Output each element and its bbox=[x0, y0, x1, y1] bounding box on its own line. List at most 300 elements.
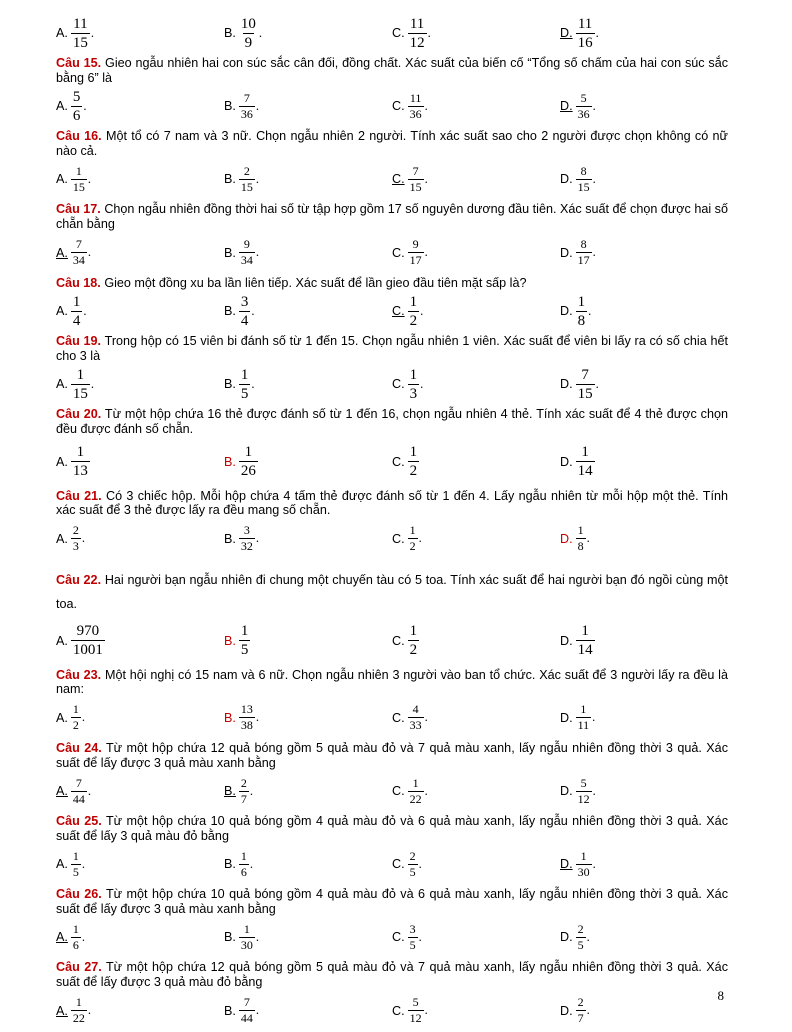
answer-letter: B. bbox=[224, 172, 236, 187]
answer-suffix: . bbox=[255, 531, 260, 546]
fraction-denominator: 2 bbox=[409, 463, 418, 480]
answer-suffix: . bbox=[586, 929, 590, 944]
fraction bbox=[576, 444, 595, 479]
answer-option-a bbox=[56, 623, 224, 658]
fraction-denominator: 4 bbox=[72, 312, 81, 329]
answer-suffix: . bbox=[255, 929, 260, 944]
fraction bbox=[576, 703, 592, 732]
answer-letter: A. bbox=[56, 857, 68, 872]
answer-option-a bbox=[56, 238, 224, 267]
answer-suffix: . bbox=[592, 245, 596, 260]
answer-suffix: . bbox=[249, 783, 254, 798]
answer-letter: C. bbox=[392, 710, 405, 725]
fraction-numerator: 1 bbox=[244, 444, 253, 461]
fraction-numerator: 3 bbox=[409, 921, 416, 936]
answer-suffix: . bbox=[255, 98, 260, 113]
fraction bbox=[576, 777, 592, 806]
question-body: Một hội nghị có 15 nam và 6 nữ. Chọn ngẫu nhiên 3 người vào ban tổ chức. Xác suất để 3 người lấy ra đều là nam: bbox=[56, 667, 728, 697]
fraction-denominator: 12 bbox=[577, 791, 590, 806]
answer-letter: B. bbox=[224, 930, 236, 945]
fraction-denominator: 5 bbox=[240, 642, 249, 659]
answer-suffix: . bbox=[592, 171, 596, 186]
answer-letter: C. bbox=[392, 99, 405, 114]
question-label: Câu 26. bbox=[56, 887, 102, 902]
answer-letter: A. bbox=[56, 245, 68, 260]
answer-letter: A. bbox=[56, 784, 68, 799]
fraction bbox=[408, 996, 424, 1025]
fraction-numerator: 1 bbox=[76, 366, 85, 383]
answer-suffix: . bbox=[418, 531, 422, 546]
fraction bbox=[576, 92, 592, 121]
answer-row bbox=[56, 518, 728, 560]
fraction-denominator: 8 bbox=[577, 539, 584, 554]
answer-letter: D. bbox=[560, 857, 573, 872]
document-page bbox=[56, 12, 728, 1032]
fraction bbox=[239, 703, 255, 732]
question-label: Câu 19. bbox=[56, 334, 102, 349]
fraction-numerator: 1 bbox=[409, 293, 418, 310]
answer-row bbox=[56, 232, 728, 274]
fraction bbox=[239, 923, 255, 952]
answer-suffix: . bbox=[87, 783, 92, 798]
answer-suffix: . bbox=[420, 376, 424, 391]
fraction bbox=[71, 996, 87, 1025]
answer-option-c bbox=[392, 367, 560, 402]
fraction bbox=[239, 367, 251, 402]
answer-suffix: . bbox=[81, 929, 86, 944]
answer-row bbox=[56, 158, 728, 200]
answer-option-c bbox=[392, 524, 560, 553]
fraction-numerator: 1 bbox=[412, 775, 419, 790]
fraction bbox=[408, 367, 420, 402]
question-text bbox=[56, 407, 728, 436]
answer-letter: C. bbox=[392, 857, 405, 872]
answer-row bbox=[56, 770, 728, 812]
fraction-numerator: 5 bbox=[580, 775, 587, 790]
answer-suffix: . bbox=[592, 856, 596, 871]
fraction-denominator: 5 bbox=[72, 864, 79, 879]
question-label: Câu 20. bbox=[56, 407, 102, 422]
fraction-numerator: 3 bbox=[243, 523, 250, 538]
fraction-numerator: 5 bbox=[72, 88, 81, 105]
answer-option-a bbox=[56, 996, 224, 1025]
fraction-denominator: 33 bbox=[409, 718, 422, 733]
answer-option-d bbox=[560, 703, 728, 732]
question-text bbox=[56, 814, 728, 843]
question-22 bbox=[56, 562, 728, 666]
fraction-numerator: 7 bbox=[243, 90, 250, 105]
question-text bbox=[56, 668, 728, 697]
answer-option-c bbox=[392, 923, 560, 952]
question-body: Một tổ có 7 nam và 3 nữ. Chọn ngẫu nhiên 2 người. Tính xác suất sao cho 2 người được chọn không có nữ nào cả. bbox=[56, 129, 728, 158]
answer-option-b bbox=[224, 444, 392, 479]
fraction bbox=[239, 294, 251, 329]
answer-letter: D. bbox=[560, 172, 573, 187]
answer-letter: A. bbox=[56, 172, 68, 187]
fraction-numerator: 2 bbox=[243, 163, 250, 178]
fraction bbox=[408, 850, 418, 879]
answer-letter: B. bbox=[224, 454, 236, 469]
question-17 bbox=[56, 202, 728, 273]
answer-suffix: . bbox=[592, 98, 596, 113]
answer-suffix: . bbox=[83, 98, 87, 113]
answer-letter: A. bbox=[56, 304, 68, 319]
question-26 bbox=[56, 887, 728, 958]
answer-suffix: . bbox=[424, 783, 428, 798]
answer-option-c bbox=[392, 444, 560, 479]
answer-letter: B. bbox=[224, 633, 236, 648]
answer-letter: C. bbox=[392, 377, 405, 392]
answer-letter: B. bbox=[224, 26, 236, 40]
fraction bbox=[408, 777, 424, 806]
answer-letter: C. bbox=[392, 633, 405, 648]
answer-letter: D. bbox=[560, 531, 573, 546]
answer-letter: B. bbox=[224, 710, 236, 725]
answer-option-a bbox=[56, 89, 224, 124]
fraction bbox=[71, 89, 83, 124]
fraction-numerator: 2 bbox=[240, 775, 247, 790]
answer-letter: D. bbox=[560, 1003, 573, 1018]
question-label: Câu 16. bbox=[56, 129, 102, 144]
answer-option-d bbox=[560, 777, 728, 806]
question-body: Gieo một đồng xu ba lần liên tiếp. Xác suất để lần gieo đầu tiên mặt sấp là? bbox=[104, 275, 527, 290]
answer-suffix: . bbox=[87, 171, 92, 186]
fraction-numerator: 7 bbox=[75, 237, 82, 252]
question-label: Câu 15. bbox=[56, 56, 102, 70]
answer-letter: C. bbox=[392, 784, 405, 799]
answer-letter: B. bbox=[224, 857, 236, 872]
fraction bbox=[239, 165, 255, 194]
answer-suffix: . bbox=[90, 376, 95, 391]
fraction-numerator: 1 bbox=[240, 623, 249, 640]
fraction-denominator: 6 bbox=[72, 937, 79, 952]
answer-suffix: . bbox=[592, 783, 596, 798]
fraction-numerator: 9 bbox=[412, 237, 419, 252]
fraction-denominator: 2 bbox=[409, 539, 416, 554]
fraction-denominator: 11 bbox=[577, 718, 590, 733]
fraction: $\frac{11}{15}$ bbox=[72, 15, 88, 51]
answer-row bbox=[56, 843, 728, 885]
fraction bbox=[71, 444, 90, 479]
question-body: Từ một hộp chứa 10 quả bóng gồm 4 quả màu đỏ và 6 quả màu xanh, lấy ngẫu nhiên đồng thời 3 quả. Xác suất để lấy 3 quả màu đỏ bằng bbox=[56, 814, 728, 843]
answer-option-b: B. $\frac{10}{9}$ . bbox=[224, 15, 263, 51]
answer-letter: C. bbox=[392, 172, 405, 187]
answer-suffix: . bbox=[83, 303, 87, 318]
fraction-numerator: 13 bbox=[240, 702, 253, 717]
answer-letter: A. bbox=[56, 454, 68, 469]
answer-option-a: A. $\frac{11}{15}$ . bbox=[56, 15, 95, 51]
answer-option-c bbox=[392, 996, 560, 1025]
answer-option-a bbox=[56, 703, 224, 732]
fraction-denominator: 3 bbox=[409, 385, 418, 402]
fraction-numerator: 7 bbox=[412, 163, 419, 178]
answer-option-d bbox=[560, 996, 728, 1025]
fraction-numerator: 1 bbox=[580, 702, 587, 717]
answer-option-d bbox=[560, 165, 728, 194]
answer-option-d bbox=[560, 444, 728, 479]
answer-letter: B. bbox=[224, 1003, 236, 1018]
fraction bbox=[576, 923, 586, 952]
answer-letter: D. bbox=[560, 930, 573, 945]
fraction-denominator: 44 bbox=[72, 791, 85, 806]
answer-option-c bbox=[392, 165, 560, 194]
fraction-denominator: 5 bbox=[577, 937, 584, 952]
fraction-denominator: 15 bbox=[577, 385, 593, 402]
answer-letter: B. bbox=[224, 99, 236, 114]
fraction bbox=[239, 238, 255, 267]
answer-option-a bbox=[56, 367, 224, 402]
fraction-denominator: 44 bbox=[240, 1011, 253, 1026]
fraction-numerator: 3 bbox=[240, 293, 249, 310]
question-text bbox=[56, 489, 728, 518]
question-body: Hai người bạn ngẫu nhiên đi chung một chuyến tàu có 5 toa. Tính xác suất để hai người bạn đó ngồi cùng một toa. bbox=[56, 572, 728, 611]
answer-letter: C. bbox=[392, 26, 405, 40]
fraction bbox=[71, 703, 81, 732]
fraction-denominator: 6 bbox=[240, 864, 247, 879]
question-body: Từ một hộp chứa 10 quả bóng gồm 4 quả màu đỏ và 6 quả màu xanh, lấy ngẫu nhiên đồng thời 3 quả. Xác suất để lấy được 3 quả màu xanh bằng bbox=[56, 887, 728, 916]
question-body: Gieo ngẫu nhiên hai con súc sắc cân đối, đồng chất. Xác suất của biến cố “Tổng số chấm của hai con súc sắc bằng 6” là bbox=[56, 56, 729, 85]
fraction-numerator: 5 bbox=[412, 995, 419, 1010]
fraction bbox=[408, 294, 420, 329]
answer-letter: D. bbox=[560, 710, 573, 725]
question-body: Có 3 chiếc hộp. Mỗi hộp chứa 4 tấm thẻ được đánh số từ 1 đến 4. Lấy ngẫu nhiên từ mỗi hộp một thẻ. Tính xác suất để 3 thẻ được lấy ra đều mang số chẵn. bbox=[56, 488, 728, 518]
fraction bbox=[576, 996, 586, 1025]
answer-option-b bbox=[224, 923, 392, 952]
answer-option-d bbox=[560, 850, 728, 879]
answer-option-a bbox=[56, 524, 224, 553]
fraction-numerator: 1 bbox=[409, 366, 418, 383]
fraction-numerator: 5 bbox=[580, 90, 587, 105]
fraction bbox=[71, 165, 87, 194]
answer-suffix: . bbox=[418, 929, 422, 944]
answer-option-b bbox=[224, 777, 392, 806]
answer-letter: C. bbox=[392, 531, 405, 546]
question-27 bbox=[56, 960, 728, 1031]
fraction-denominator: 4 bbox=[240, 312, 249, 329]
fraction-numerator: 1 bbox=[75, 995, 82, 1010]
answer-letter: C. bbox=[392, 930, 405, 945]
answer-letter: D. bbox=[560, 377, 573, 392]
question-text bbox=[56, 202, 728, 231]
answer-letter: A. bbox=[56, 710, 68, 725]
fraction-denominator: 15 bbox=[577, 179, 590, 194]
fraction-denominator: 3 bbox=[72, 539, 79, 554]
fraction bbox=[576, 623, 595, 658]
answer-suffix: . bbox=[424, 245, 428, 260]
answer-letter: A. bbox=[56, 377, 68, 392]
question-body: Từ một hộp chứa 12 quả bóng gồm 5 quả màu đỏ và 7 quả màu xanh, lấy ngẫu nhiên đồng thời 3 quả. Xác suất để lấy được 3 quả màu đỏ bằng bbox=[56, 960, 728, 990]
fraction bbox=[576, 165, 592, 194]
fraction-denominator: 5 bbox=[409, 937, 416, 952]
fraction bbox=[239, 623, 251, 658]
answer-letter: B. bbox=[224, 304, 236, 319]
question-body: Trong hộp có 15 viên bi đánh số từ 1 đến 15. Chọn ngẫu nhiên 1 viên. Xác suất để viên bi lấy ra có số chia hết cho 3 là bbox=[56, 334, 728, 363]
fraction: $\frac{10}{9}$ bbox=[240, 15, 256, 51]
fraction-numerator: 7 bbox=[75, 775, 82, 790]
fraction bbox=[71, 923, 81, 952]
question-text bbox=[56, 887, 728, 916]
question-body: Chọn ngẫu nhiên đồng thời hai số từ tập hợp gồm 17 số nguyên dương đầu tiên. Xác suất để chọn được hai số chẵn bằng bbox=[56, 202, 728, 231]
fraction-numerator: 11 bbox=[409, 90, 422, 105]
fraction-denominator: 6 bbox=[72, 107, 81, 124]
answer-option-a bbox=[56, 777, 224, 806]
fraction-numerator: 4 bbox=[412, 702, 419, 717]
answer-option-b bbox=[224, 165, 392, 194]
answer-option-c bbox=[392, 294, 560, 329]
fraction-numerator: 1 bbox=[72, 293, 81, 310]
fraction-denominator: 36 bbox=[409, 106, 422, 121]
question-label: Câu 18. bbox=[56, 275, 101, 290]
answer-option-d bbox=[560, 238, 728, 267]
answer-option-a bbox=[56, 444, 224, 479]
fraction-denominator: 38 bbox=[240, 718, 253, 733]
answer-option-b bbox=[224, 703, 392, 732]
fraction-denominator: 13 bbox=[72, 463, 88, 480]
answer-option-c bbox=[392, 777, 560, 806]
fraction bbox=[408, 165, 424, 194]
answer-suffix: . bbox=[592, 710, 596, 725]
fraction-numerator: 1 bbox=[409, 523, 416, 538]
answer-row bbox=[56, 616, 728, 666]
answer-suffix: . bbox=[251, 376, 255, 391]
answer-option-a bbox=[56, 165, 224, 194]
fraction-denominator: 17 bbox=[577, 253, 590, 268]
fraction-denominator: 12 bbox=[409, 1011, 422, 1026]
answer-row-top bbox=[56, 12, 728, 54]
answer-suffix: . bbox=[255, 171, 260, 186]
answer-suffix: . bbox=[81, 531, 86, 546]
fraction-numerator: 1 bbox=[580, 848, 587, 863]
question-24 bbox=[56, 741, 728, 812]
question-20 bbox=[56, 407, 728, 486]
answer-letter: D. bbox=[560, 633, 573, 648]
answer-letter: D. bbox=[560, 454, 573, 469]
fraction bbox=[408, 923, 418, 952]
fraction-denominator: 1001 bbox=[72, 642, 103, 659]
answer-letter: D. bbox=[560, 784, 573, 799]
question-label: Câu 22. bbox=[56, 572, 102, 587]
fraction bbox=[576, 367, 595, 402]
fraction-denominator: 14 bbox=[577, 642, 593, 659]
answer-option-c bbox=[392, 238, 560, 267]
answer-suffix: . bbox=[87, 245, 92, 260]
fraction bbox=[576, 850, 592, 879]
fraction bbox=[71, 777, 87, 806]
fraction-denominator: 32 bbox=[240, 539, 253, 554]
answer-letter: B. bbox=[224, 245, 236, 260]
question-list bbox=[56, 56, 728, 1032]
answer-row bbox=[56, 85, 728, 127]
answer-letter: A. bbox=[56, 633, 68, 648]
fraction-denominator: 34 bbox=[240, 253, 253, 268]
answer-suffix: . bbox=[251, 303, 255, 318]
fraction-numerator: 1 bbox=[76, 444, 85, 461]
answer-option-b bbox=[224, 623, 392, 658]
fraction-numerator: 1 bbox=[72, 921, 79, 936]
answer-letter: A. bbox=[56, 1003, 68, 1018]
question-label: Câu 25. bbox=[56, 814, 102, 829]
answer-letter: B. bbox=[224, 377, 236, 392]
answer-suffix: . bbox=[255, 1003, 260, 1018]
question-label: Câu 27. bbox=[56, 960, 102, 975]
fraction-denominator: 34 bbox=[72, 253, 85, 268]
answer-letter: C. bbox=[392, 454, 405, 469]
fraction bbox=[408, 238, 424, 267]
answer-option-b bbox=[224, 850, 392, 879]
answer-option-d bbox=[560, 923, 728, 952]
fraction-denominator: 5 bbox=[240, 385, 249, 402]
fraction-denominator: 36 bbox=[577, 106, 590, 121]
answer-option-d bbox=[560, 623, 728, 658]
question-23 bbox=[56, 668, 728, 739]
answer-option-d bbox=[560, 294, 728, 329]
fraction bbox=[408, 524, 418, 553]
answer-suffix: . bbox=[420, 303, 424, 318]
fraction-numerator: 2 bbox=[577, 995, 584, 1010]
question-21 bbox=[56, 489, 728, 560]
fraction-denominator: 2 bbox=[409, 642, 418, 659]
fraction bbox=[239, 444, 258, 479]
fraction-denominator: 15 bbox=[72, 385, 88, 402]
question-label: Câu 21. bbox=[56, 488, 102, 503]
fraction-denominator: 14 bbox=[577, 463, 593, 480]
answer-letter: B. bbox=[224, 531, 236, 546]
question-25 bbox=[56, 814, 728, 885]
answer-suffix: . bbox=[255, 710, 260, 725]
answer-option-b bbox=[224, 294, 392, 329]
fraction bbox=[71, 850, 81, 879]
answer-letter: A. bbox=[56, 531, 68, 546]
fraction-numerator: 7 bbox=[581, 366, 589, 383]
fraction bbox=[408, 623, 420, 658]
fraction: $\frac{11}{12}$ bbox=[409, 15, 425, 51]
fraction-numerator: 1 bbox=[72, 848, 79, 863]
answer-row bbox=[56, 990, 728, 1032]
question-19 bbox=[56, 334, 728, 405]
answer-letter: D. bbox=[560, 26, 573, 40]
fraction-denominator: 2 bbox=[409, 312, 418, 329]
answer-row bbox=[56, 916, 728, 958]
question-text bbox=[56, 741, 728, 770]
fraction-numerator: 8 bbox=[580, 237, 587, 252]
fraction-numerator: 7 bbox=[243, 995, 250, 1010]
answer-suffix: . bbox=[424, 98, 428, 113]
fraction-denominator: 15 bbox=[240, 179, 253, 194]
fraction-denominator: 8 bbox=[577, 312, 586, 329]
answer-row bbox=[56, 290, 728, 332]
answer-row bbox=[56, 697, 728, 739]
answer-suffix: . bbox=[588, 303, 592, 318]
fraction-numerator: 2 bbox=[577, 921, 584, 936]
fraction-denominator: 15 bbox=[72, 179, 85, 194]
answer-option-d bbox=[560, 367, 728, 402]
fraction bbox=[408, 92, 424, 121]
answer-suffix: . bbox=[255, 245, 260, 260]
fraction-numerator: 970 bbox=[76, 623, 100, 640]
fraction-numerator: 9 bbox=[243, 237, 250, 252]
question-label: Câu 17. bbox=[56, 202, 101, 217]
fraction-numerator: 1 bbox=[409, 623, 418, 640]
answer-option-b bbox=[224, 367, 392, 402]
fraction bbox=[71, 294, 83, 329]
answer-option-a bbox=[56, 923, 224, 952]
fraction-denominator: 7 bbox=[240, 791, 247, 806]
fraction-denominator: 17 bbox=[409, 253, 422, 268]
answer-option-b bbox=[224, 524, 392, 553]
answer-option-c bbox=[392, 623, 560, 658]
answer-suffix: . bbox=[586, 1003, 590, 1018]
answer-option-c bbox=[392, 92, 560, 121]
